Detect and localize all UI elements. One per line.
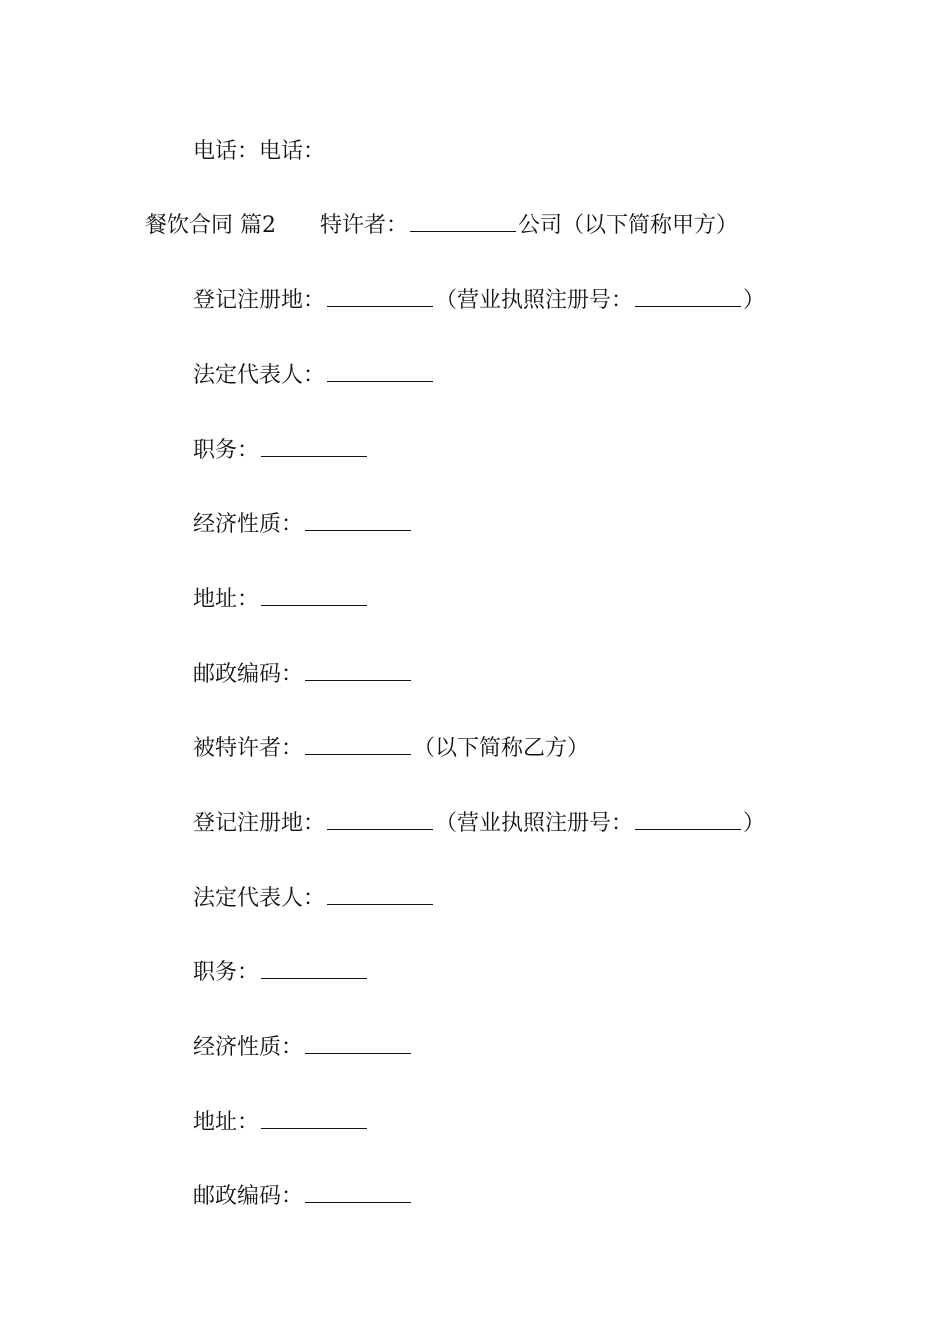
phone-text: 电话：电话： (193, 139, 326, 164)
party-a-postcode-line (193, 660, 413, 690)
registration-label: 登记注册地： (193, 288, 326, 313)
franchisor-after: 公司（以下简称甲方） (518, 213, 739, 238)
franchisee-after: （以下简称乙方） (413, 736, 590, 761)
party-a-nature-line (193, 510, 413, 540)
address-blank (261, 585, 367, 606)
address-blank (261, 1108, 367, 1129)
party-a-registration-line (193, 286, 765, 316)
party-b-postcode-line (193, 1182, 413, 1212)
license-open: （营业执照注册号： (435, 288, 634, 313)
position-label: 职务： (193, 438, 260, 463)
nature-blank (305, 510, 411, 531)
position-blank (261, 436, 367, 457)
postcode-blank (305, 1182, 411, 1203)
postcode-blank (305, 660, 411, 681)
franchisee-label: 被特许者： (193, 736, 304, 761)
license-close: ） (743, 288, 766, 313)
position-label: 职务： (193, 960, 260, 985)
franchisee-line (193, 734, 589, 764)
position-blank (261, 958, 367, 979)
party-b-position-line (193, 958, 369, 988)
section-title: 餐饮合同 篇2 (145, 213, 276, 238)
rep-blank (327, 361, 433, 382)
party-b-rep-line (193, 884, 435, 914)
nature-label: 经济性质： (193, 1035, 304, 1060)
party-a-position-line (193, 436, 369, 466)
address-label: 地址： (193, 587, 260, 612)
address-label: 地址： (193, 1110, 260, 1135)
party-b-nature-line (193, 1033, 413, 1063)
rep-label: 法定代表人： (193, 363, 326, 388)
franchisor-label: 特许者： (320, 213, 409, 238)
phone-line (193, 137, 325, 167)
franchisor-blank (410, 211, 516, 232)
nature-label: 经济性质： (193, 512, 304, 537)
license-open: （营业执照注册号： (435, 811, 634, 836)
rep-label: 法定代表人： (193, 886, 326, 911)
section-header-line (145, 211, 738, 241)
party-a-rep-line (193, 361, 435, 391)
registration-blank (327, 809, 433, 830)
nature-blank (305, 1033, 411, 1054)
license-blank (635, 286, 741, 307)
license-close: ） (743, 811, 766, 836)
party-b-registration-line (193, 809, 765, 839)
postcode-label: 邮政编码： (193, 662, 304, 687)
rep-blank (327, 884, 433, 905)
franchisee-blank (305, 734, 411, 755)
party-a-address-line (193, 585, 369, 615)
party-b-address-line (193, 1108, 369, 1138)
postcode-label: 邮政编码： (193, 1184, 304, 1209)
registration-label: 登记注册地： (193, 811, 326, 836)
license-blank (635, 809, 741, 830)
registration-blank (327, 286, 433, 307)
